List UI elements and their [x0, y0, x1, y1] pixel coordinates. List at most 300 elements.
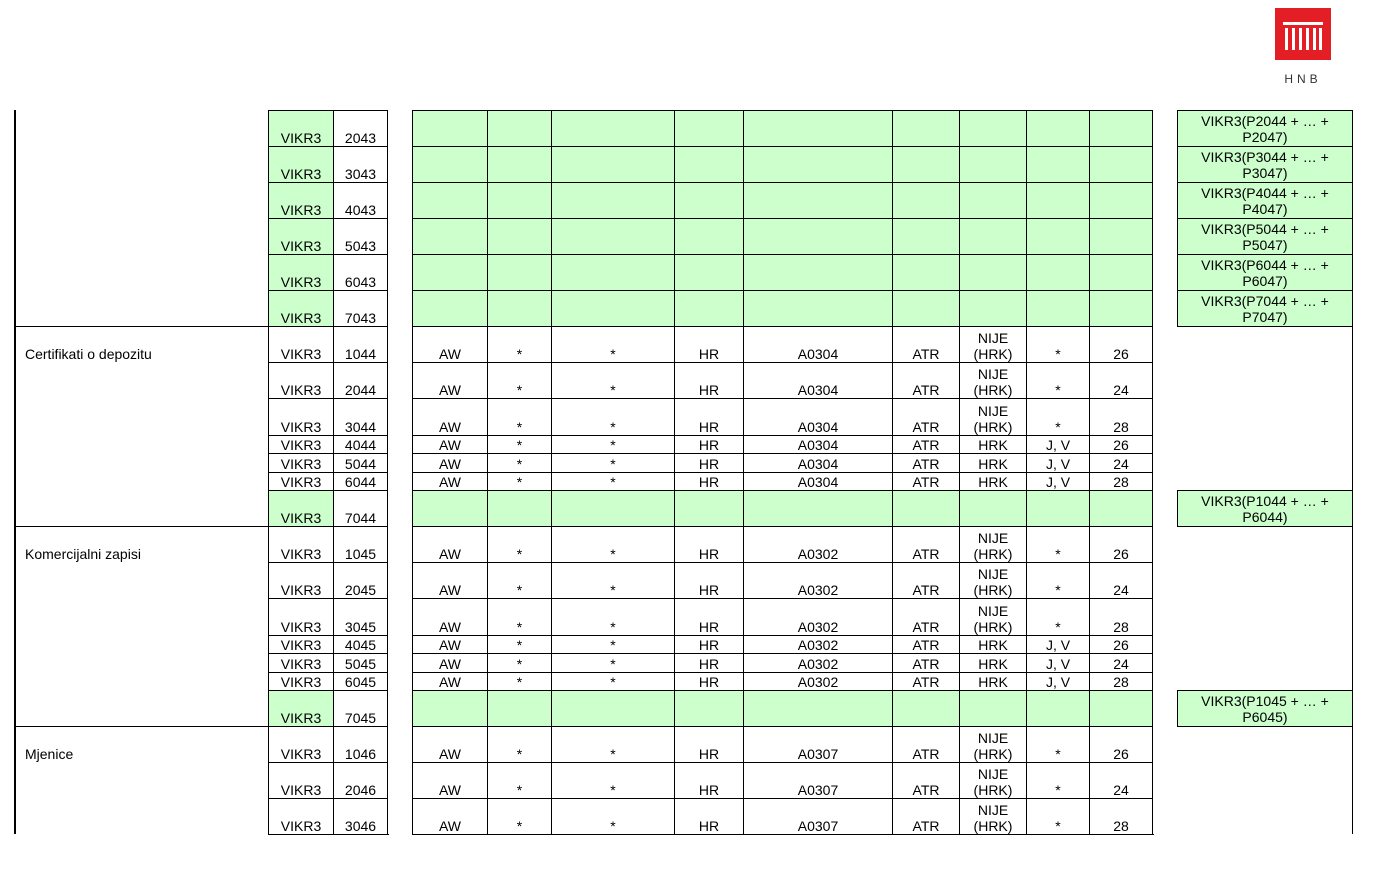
cell-c3: [551, 672, 674, 690]
category-separator: [14, 526, 268, 527]
cell-text: NIJE (HRK): [973, 766, 1013, 798]
cell-text: 26: [1113, 346, 1129, 362]
cell-text: *: [516, 637, 523, 653]
cell-text: 24: [1113, 582, 1129, 598]
cell-c2: [487, 562, 551, 598]
cell-c4: [674, 672, 743, 690]
cell-text: 3045: [344, 619, 377, 635]
cell-c9: [1089, 398, 1153, 435]
category-separator: [14, 726, 268, 727]
cell-c5: [743, 690, 892, 726]
cell-text: HRK: [978, 656, 1008, 672]
table-row: [0, 653, 1386, 672]
cell-c4: [674, 398, 743, 435]
cell-code: [268, 653, 333, 672]
cell-c6: [892, 110, 959, 146]
cell-text: AW: [438, 782, 462, 798]
cell-text: 24: [1113, 382, 1129, 398]
cell-text: ATR: [912, 582, 940, 598]
cell-num: [333, 798, 388, 834]
cell-num: [333, 398, 388, 435]
cell-c9: [1089, 453, 1153, 472]
cell-c7: [959, 218, 1026, 254]
cell-c6: [892, 435, 959, 453]
cell-c4: [674, 798, 743, 834]
formula-cell: [1177, 254, 1353, 290]
table-row: [0, 598, 1386, 635]
cell-c4: [674, 110, 743, 146]
cell-c3: [551, 598, 674, 635]
cell-text: *: [516, 674, 523, 690]
cell-text: A0304: [797, 474, 839, 490]
cell-text: ATR: [912, 674, 940, 690]
cell-text: VIKR3: [280, 474, 322, 490]
cell-text: 5043: [344, 238, 377, 254]
cell-c8: [1026, 598, 1089, 635]
cell-c7: [959, 398, 1026, 435]
cell-text: A0304: [797, 419, 839, 435]
cell-text: 24: [1113, 656, 1129, 672]
table-row: [0, 672, 1386, 690]
cell-text: 2043: [344, 130, 377, 146]
cell-c4: [674, 490, 743, 526]
cell-c1: [412, 472, 487, 490]
cell-text: 1045: [344, 546, 377, 562]
cell-c5: [743, 762, 892, 798]
cell-text: AW: [438, 474, 462, 490]
cell-c5: [743, 182, 892, 218]
cell-text: A0302: [797, 637, 839, 653]
cell-text: *: [1055, 619, 1061, 635]
cell-c1: [412, 435, 487, 453]
cell-c7: [959, 598, 1026, 635]
cell-text: *: [610, 619, 616, 635]
cell-code: [268, 290, 333, 326]
cell-code: [268, 362, 333, 398]
table-row: [0, 254, 1386, 290]
cell-c7: [959, 526, 1026, 562]
cell-text: ATR: [912, 637, 940, 653]
cell-text: AW: [438, 674, 462, 690]
cell-c9: [1089, 635, 1153, 653]
table-row: [0, 472, 1386, 490]
cell-num: [333, 290, 388, 326]
cell-c7: [959, 653, 1026, 672]
cell-c3: [551, 690, 674, 726]
cell-num: [333, 690, 388, 726]
cell-text: *: [610, 382, 616, 398]
cell-text: VIKR3: [280, 346, 322, 362]
cell-c4: [674, 653, 743, 672]
cell-text: *: [516, 419, 523, 435]
cell-c9: [1089, 472, 1153, 490]
cell-code: [268, 635, 333, 653]
cell-text: HR: [698, 656, 720, 672]
formula-text: VIKR3(P1044 + … + P6044): [1201, 492, 1329, 525]
cell-text: HR: [698, 782, 720, 798]
cell-c9: [1089, 490, 1153, 526]
cell-c9: [1089, 362, 1153, 398]
cell-text: J, V: [1045, 674, 1071, 690]
table-row: [0, 326, 1386, 362]
cell-text: 28: [1113, 474, 1129, 490]
cell-c6: [892, 653, 959, 672]
cell-c3: [551, 762, 674, 798]
cell-c9: [1089, 598, 1153, 635]
cell-code: [268, 490, 333, 526]
cell-text: *: [516, 818, 523, 834]
formula-cell: [1177, 110, 1353, 146]
cell-text: NIJE (HRK): [973, 366, 1013, 398]
cell-text: HR: [698, 456, 720, 472]
cell-c3: [551, 490, 674, 526]
cell-code: [268, 562, 333, 598]
cell-c6: [892, 562, 959, 598]
cell-text: 28: [1113, 619, 1129, 635]
cell-c7: [959, 490, 1026, 526]
cell-num: [333, 672, 388, 690]
cell-c2: [487, 182, 551, 218]
cell-code: [268, 218, 333, 254]
cell-c4: [674, 326, 743, 362]
cell-text: *: [516, 546, 523, 562]
cell-c7: [959, 290, 1026, 326]
cell-c4: [674, 146, 743, 182]
cell-c9: [1089, 146, 1153, 182]
cell-c1: [412, 146, 487, 182]
table-row: [0, 690, 1386, 726]
cell-text: HRK: [978, 637, 1008, 653]
cell-c8: [1026, 690, 1089, 726]
cell-c5: [743, 398, 892, 435]
cell-c1: [412, 398, 487, 435]
cell-text: NIJE (HRK): [973, 330, 1013, 362]
cell-text: A0307: [797, 746, 839, 762]
cell-text: 4043: [344, 202, 377, 218]
cell-text: ATR: [912, 456, 940, 472]
cell-c3: [551, 254, 674, 290]
cell-text: A0307: [797, 782, 839, 798]
cell-c2: [487, 635, 551, 653]
cell-c1: [412, 218, 487, 254]
category-label: Certifikati o depozitu: [25, 346, 152, 362]
category-separator: [14, 326, 268, 327]
cell-c7: [959, 672, 1026, 690]
cell-c9: [1089, 326, 1153, 362]
cell-text: AW: [438, 619, 462, 635]
cell-c3: [551, 653, 674, 672]
cell-c1: [412, 182, 487, 218]
cell-c9: [1089, 726, 1153, 762]
cell-c1: [412, 762, 487, 798]
cell-c2: [487, 526, 551, 562]
cell-text: HR: [698, 546, 720, 562]
cell-code: [268, 110, 333, 146]
cell-num: [333, 635, 388, 653]
cell-text: 26: [1113, 637, 1129, 653]
cell-text: 28: [1113, 818, 1129, 834]
cell-code: [268, 435, 333, 453]
cell-c5: [743, 562, 892, 598]
table-row: [0, 490, 1386, 526]
cell-c5: [743, 726, 892, 762]
cell-c6: [892, 362, 959, 398]
cell-text: ATR: [912, 818, 940, 834]
cell-c3: [551, 182, 674, 218]
cell-text: A0304: [797, 382, 839, 398]
cell-c2: [487, 798, 551, 834]
cell-text: *: [610, 637, 616, 653]
cell-text: *: [1055, 382, 1061, 398]
cell-text: VIKR3: [280, 382, 322, 398]
cell-c2: [487, 146, 551, 182]
cell-text: 7045: [344, 710, 377, 726]
formula-cell: [1177, 146, 1353, 182]
cell-num: [333, 146, 388, 182]
cell-c5: [743, 290, 892, 326]
cell-text: A0302: [797, 656, 839, 672]
cell-text: A0302: [797, 582, 839, 598]
table-row: [0, 635, 1386, 653]
cell-c3: [551, 635, 674, 653]
cell-text: 24: [1113, 456, 1129, 472]
cell-text: HR: [698, 674, 720, 690]
cell-c4: [674, 762, 743, 798]
cell-text: AW: [438, 582, 462, 598]
cell-c7: [959, 472, 1026, 490]
cell-c6: [892, 490, 959, 526]
cell-c7: [959, 182, 1026, 218]
cell-text: NIJE (HRK): [973, 730, 1013, 762]
table-row: [0, 526, 1386, 562]
cell-text: NIJE (HRK): [973, 530, 1013, 562]
cell-text: AW: [438, 456, 462, 472]
cell-text: 6045: [344, 674, 377, 690]
cell-text: VIKR3: [280, 419, 322, 435]
cell-text: NIJE (HRK): [973, 566, 1013, 598]
cell-c1: [412, 453, 487, 472]
cell-c8: [1026, 254, 1089, 290]
cell-text: ATR: [912, 746, 940, 762]
table-row: [0, 798, 1386, 834]
row-bottom-border: [268, 834, 389, 835]
cell-c6: [892, 290, 959, 326]
cell-num: [333, 110, 388, 146]
cell-c6: [892, 690, 959, 726]
formula-cell: [1177, 290, 1353, 326]
cell-text: VIKR3: [280, 818, 322, 834]
formula-cell: [1177, 490, 1353, 526]
cell-c9: [1089, 435, 1153, 453]
cell-c6: [892, 472, 959, 490]
formula-cell: [1177, 218, 1353, 254]
cell-code: [268, 726, 333, 762]
cell-c8: [1026, 453, 1089, 472]
cell-text: 2044: [344, 382, 377, 398]
cell-c5: [743, 672, 892, 690]
cell-c9: [1089, 762, 1153, 798]
cell-text: J, V: [1045, 637, 1071, 653]
cell-text: VIKR3: [280, 166, 322, 182]
cell-c6: [892, 218, 959, 254]
cell-text: *: [610, 782, 616, 798]
cell-c4: [674, 182, 743, 218]
cell-text: *: [516, 437, 523, 453]
table-row: [0, 362, 1386, 398]
category-label: Komercijalni zapisi: [25, 546, 141, 562]
cell-num: [333, 453, 388, 472]
cell-c4: [674, 254, 743, 290]
cell-text: 26: [1113, 746, 1129, 762]
table-row: [0, 453, 1386, 472]
cell-c3: [551, 398, 674, 435]
cell-c4: [674, 598, 743, 635]
cell-text: VIKR3: [280, 656, 322, 672]
cell-text: AW: [438, 656, 462, 672]
cell-c8: [1026, 218, 1089, 254]
cell-c7: [959, 326, 1026, 362]
cell-text: NIJE (HRK): [973, 403, 1013, 435]
cell-text: VIKR3: [280, 582, 322, 598]
cell-c9: [1089, 290, 1153, 326]
cell-c5: [743, 453, 892, 472]
cell-c2: [487, 726, 551, 762]
cell-text: VIKR3: [280, 274, 322, 290]
cell-text: HRK: [978, 437, 1008, 453]
cell-text: VIKR3: [280, 619, 322, 635]
category-label: Mjenice: [25, 746, 74, 762]
cell-text: 4044: [344, 437, 377, 453]
cell-text: VIKR3: [280, 746, 322, 762]
cell-num: [333, 762, 388, 798]
cell-c9: [1089, 526, 1153, 562]
cell-text: *: [516, 346, 523, 362]
cell-text: AW: [438, 637, 462, 653]
cell-text: *: [516, 582, 523, 598]
cell-c4: [674, 472, 743, 490]
cell-code: [268, 146, 333, 182]
cell-c6: [892, 182, 959, 218]
cell-c3: [551, 110, 674, 146]
cell-c4: [674, 290, 743, 326]
cell-c6: [892, 326, 959, 362]
cell-text: *: [516, 474, 523, 490]
cell-text: *: [516, 619, 523, 635]
cell-code: [268, 453, 333, 472]
cell-c8: [1026, 672, 1089, 690]
cell-text: VIKR3: [280, 437, 322, 453]
formula-cell: [1177, 182, 1353, 218]
cell-text: HRK: [978, 674, 1008, 690]
logo-text: HNB: [1284, 72, 1322, 86]
cell-c8: [1026, 653, 1089, 672]
cell-c8: [1026, 146, 1089, 182]
cell-text: HR: [698, 582, 720, 598]
cell-text: HR: [698, 346, 720, 362]
cell-text: *: [610, 674, 616, 690]
cell-text: HR: [698, 818, 720, 834]
cell-c8: [1026, 526, 1089, 562]
cell-text: HR: [698, 474, 720, 490]
cell-c5: [743, 218, 892, 254]
cell-c7: [959, 798, 1026, 834]
cell-text: AW: [438, 546, 462, 562]
cell-text: 3044: [344, 419, 377, 435]
cell-text: A0307: [797, 818, 839, 834]
formula-text: VIKR3(P3044 + … + P3047): [1201, 148, 1329, 181]
cell-c3: [551, 362, 674, 398]
cell-text: ATR: [912, 656, 940, 672]
cell-c6: [892, 526, 959, 562]
cell-text: ATR: [912, 619, 940, 635]
cell-text: VIKR3: [280, 238, 322, 254]
cell-c6: [892, 453, 959, 472]
cell-c9: [1089, 798, 1153, 834]
cell-text: *: [1055, 782, 1061, 798]
cell-c3: [551, 453, 674, 472]
row-bottom-border: [412, 834, 1154, 835]
cell-c7: [959, 762, 1026, 798]
cell-text: *: [1055, 582, 1061, 598]
cell-text: *: [610, 746, 616, 762]
cell-text: *: [1055, 346, 1061, 362]
cell-text: *: [1055, 419, 1061, 435]
cell-c6: [892, 798, 959, 834]
cell-c5: [743, 526, 892, 562]
cell-c8: [1026, 635, 1089, 653]
formula-text: VIKR3(P5044 + … + P5047): [1201, 220, 1329, 253]
cell-c4: [674, 526, 743, 562]
cell-c2: [487, 362, 551, 398]
cell-text: *: [516, 746, 523, 762]
cell-c9: [1089, 562, 1153, 598]
cell-c2: [487, 218, 551, 254]
cell-text: *: [610, 474, 616, 490]
cell-text: ATR: [912, 437, 940, 453]
cell-code: [268, 398, 333, 435]
cell-c1: [412, 598, 487, 635]
cell-text: VIKR3: [280, 130, 322, 146]
cell-c4: [674, 453, 743, 472]
cell-text: 6044: [344, 474, 377, 490]
cell-c9: [1089, 672, 1153, 690]
cell-text: A0302: [797, 546, 839, 562]
cell-text: VIKR3: [280, 202, 322, 218]
table-row: [0, 726, 1386, 762]
cell-c8: [1026, 435, 1089, 453]
cell-c3: [551, 146, 674, 182]
cell-c5: [743, 110, 892, 146]
cell-c5: [743, 653, 892, 672]
table-row: [0, 435, 1386, 453]
cell-num: [333, 472, 388, 490]
cell-c7: [959, 110, 1026, 146]
cell-c8: [1026, 762, 1089, 798]
cell-c7: [959, 453, 1026, 472]
cell-c1: [412, 635, 487, 653]
cell-c2: [487, 490, 551, 526]
cell-c6: [892, 146, 959, 182]
cell-text: VIKR3: [280, 710, 322, 726]
cell-c1: [412, 653, 487, 672]
cell-text: J, V: [1045, 656, 1071, 672]
cell-num: [333, 653, 388, 672]
table-row: [0, 290, 1386, 326]
cell-text: 7043: [344, 310, 377, 326]
table-row: [0, 398, 1386, 435]
cell-text: *: [1055, 818, 1061, 834]
cell-c6: [892, 598, 959, 635]
